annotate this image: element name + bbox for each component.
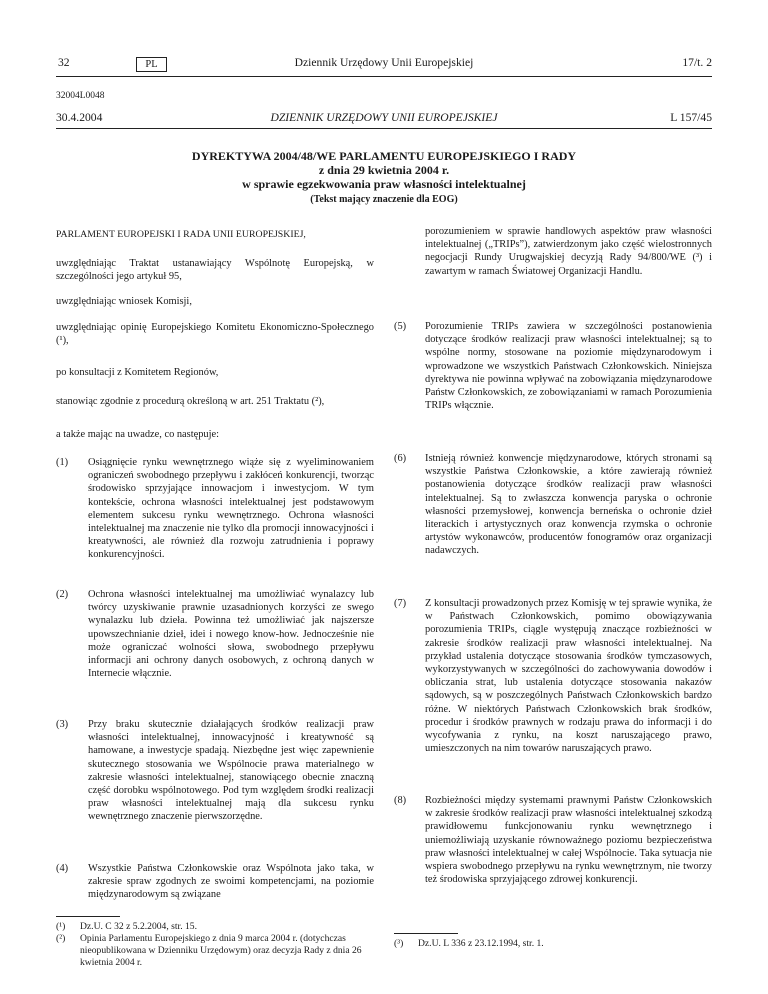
recital-number: (5) <box>394 321 407 332</box>
recital-text: Osiągnięcie rynku wewnętrznego wiąże się z wyeliminowaniem ograniczeń swobodnego przepływu i zakłóceń konkurencji, tworząc środowisko sprzyjające innowacjom i inwestycjom. W tym kontekście, ochrona własności intelektualnej jest podstawowym elementem sukcesu rynku wewnętrznego. Ochrona własności intelektualnej ma znaczenie nie tylko dla promocji innowacyjności i kreatywności, ale również dla rozwoju zatrudnienia i poprawy konkurencyjności. <box>88 457 374 561</box>
recital-text: Istnieją również konwencje międzynarodowe, których stronami są wszystkie Państwa Członkowskie, a które zawierają również postanowienia dotyczące środków realizacji praw własności intelektualnej. Są to zwłaszcza konwencja paryska o ochronie własności przemysłowej, konwencja berneńska o ochronie dzieł literackich i artystycznych oraz konwencja rzymska o ochronie artystów wykonawców, producentów fonogramów oraz organizacji nadawczych. <box>425 453 712 557</box>
original-journal: DZIENNIK URZĘDOWY UNII EUROPEJSKIEJ <box>270 111 498 124</box>
footnote-text: Opinia Parlamentu Europejskiego z dnia 9 marca 2004 r. (dotychczas nieopublikowana w Dzienniku Urzędowym) oraz decyzja Rady z dnia 26 kwietnia 2004 r. <box>80 933 362 968</box>
treaty-continuation: porozumieniem w sprawie handlowych aspektów praw własności intelektualnej („TRIPs”), zatwierdzonym jako część wielostronnych negocjacji Rundy Urugwajskiej decyzją Rady 94/800/WE (³) i zawartym w ramach Światowej Organizacji Handlu. <box>425 226 712 277</box>
recital-text: Porozumienie TRIPs zawiera w szczególności postanowienia dotyczące środków realizacji praw własności intelektualnej; są to wspólne normy, stosowane na poziomie międzynarodowym i wprowadzone we wszystkich Państwach Członkowskich. Niniejsza dyrektywa nie powinna wpływać na zobowiązania międzynarodowe Państw Członkowskich, ze zobowiązaniami w ramach Porozumienia TRIPs włącznie. <box>425 321 712 412</box>
volume-ref: 17/t. 2 <box>682 56 712 69</box>
preamble-esc: uwzględniając opinię Europejskiego Komitetu Ekonomiczno-Społecznego (¹), <box>56 322 374 347</box>
footnote-number: (²) <box>56 933 66 944</box>
language-box: PL <box>136 57 167 72</box>
preamble-whereas: a także mając na uwadze, co następuje: <box>56 429 219 440</box>
recital-text: Z konsultacji prowadzonych przez Komisję w tej sprawie wynika, że w Państwach Członkowskich, pomimo obowiązywania porozumienia TRIPs, ciągle występują znaczące rozbieżności w zakresie środków realizacji praw własności intelektualnej. Na przykład ustalenia dotyczące stosowania środków tymczasowych, wykorzystywanych w szczególności do zachowywania dowodów i obliczania strat, lub ustalenia dotyczące stosowania nakazów sądowych, są w poszczególnych Państwach Członkowskich bardzo różne. W niektórych Państwach Członkowskich brak środków, procedur i środków prawnych w rodzaju prawa do informacji i do wycofywania z rynku, na koszt naruszającego prawo, umieszczonych na nim towarów naruszających prawo. <box>425 598 712 755</box>
recital-number: (3) <box>56 719 69 730</box>
publication-date: 30.4.2004 <box>56 111 103 124</box>
directive-date: z dnia 29 kwietnia 2004 r. <box>318 163 450 177</box>
recital-number: (4) <box>56 863 69 874</box>
recital-number: (7) <box>394 598 407 609</box>
recital-number: (8) <box>394 795 407 806</box>
recital-text: Rozbieżności między systemami prawnymi Państw Członkowskich w zakresie środków realizacji praw własności intelektualnej szkodzą prawidłowemu funkcjonowaniu rynku wewnętrznego i uniemożliwiają uzyskanie równoważnego poziomu bezpieczeństwa praw własności intelektualnej w całej Wspólnocie. Taka sytuacja nie wspiera swobodnego przepływu na rynku wewnętrznym, nie tworzy też środowiska sprzyjającego zdrowej konkurencji. <box>425 795 712 886</box>
recital-number: (2) <box>56 589 69 600</box>
recital-number: (1) <box>56 457 69 468</box>
recital-text: Ochrona własności intelektualnej ma umożliwiać wynalazcy lub twórcy uzyskiwanie prawnie uzasadnionych korzyści ze swego wynalazku lub dzieła. Powinna też umożliwiać jak najszersze upowszechnianie dzieł, idei i nowego know-how. Jednocześnie nie może ograniczać wolności słowa, swobodnego przepływu informacji ani ochrony danych osobowych, z ochroną danych w Internecie włącznie. <box>88 589 374 680</box>
preamble-treaty: uwzględniając Traktat ustanawiający Wspólnotę Europejską, w szczególności jego artykuł 95, <box>56 258 374 283</box>
preamble-procedure: stanowiąc zgodnie z procedurą określoną w art. 251 Traktatu (²), <box>56 396 325 407</box>
footnote-rule <box>56 916 120 917</box>
directive-title: DYREKTYWA 2004/48/WE PARLAMENTU EUROPEJSKIEGO I RADY <box>191 149 577 163</box>
preamble-parties: PARLAMENT EUROPEJSKI I RADA UNII EUROPEJSKIEJ, <box>56 229 306 240</box>
date-rule <box>56 128 712 129</box>
footnote-text: Dz.U. C 32 z 5.2.2004, str. 15. <box>80 921 197 932</box>
footnote-text: Dz.U. L 336 z 23.12.1994, str. 1. <box>418 938 544 949</box>
preamble-commission: uwzględniając wniosek Komisji, <box>56 296 192 307</box>
directive-subject: w sprawie egzekwowania praw własności intelektualnej <box>242 177 526 191</box>
header-rule <box>56 76 712 77</box>
recital-text: Przy braku skutecznie działających środków realizacji praw własności intelektualnej, innowacyjność i kreatywność są hamowane, a inwestycje spadają. Niezbędne jest więc zapewnienie skutecznego stosowania we Wspólnocie prawa materialnego w zakresie własności intelektualnej, stanowiącego obecnie znaczną część dorobku wspólnotowego. Pod tym względem środki realizacji praw własności intelektualnej mają dla sukcesu rynku wewnętrznego znaczenie pierwszorzędne. <box>88 719 374 823</box>
footnote-number: (³) <box>394 938 404 949</box>
official-journal-ref: L 157/45 <box>670 111 712 124</box>
eea-relevance: (Tekst mający znaczenie dla EOG) <box>310 194 458 205</box>
page-number: 32 <box>58 56 70 69</box>
journal-title: Dziennik Urzędowy Unii Europejskiej <box>294 56 474 69</box>
recital-text: Wszystkie Państwa Członkowskie oraz Wspólnota jako taka, w zakresie spraw zgodnych ze swoimi kompetencjami, na poziomie międzynarodowym są związane <box>88 863 374 901</box>
footnote-number: (¹) <box>56 921 66 932</box>
celex-number: 32004L0048 <box>56 91 105 101</box>
recital-number: (6) <box>394 453 407 464</box>
footnote-rule <box>394 933 458 934</box>
preamble-regions: po konsultacji z Komitetem Regionów, <box>56 367 219 378</box>
